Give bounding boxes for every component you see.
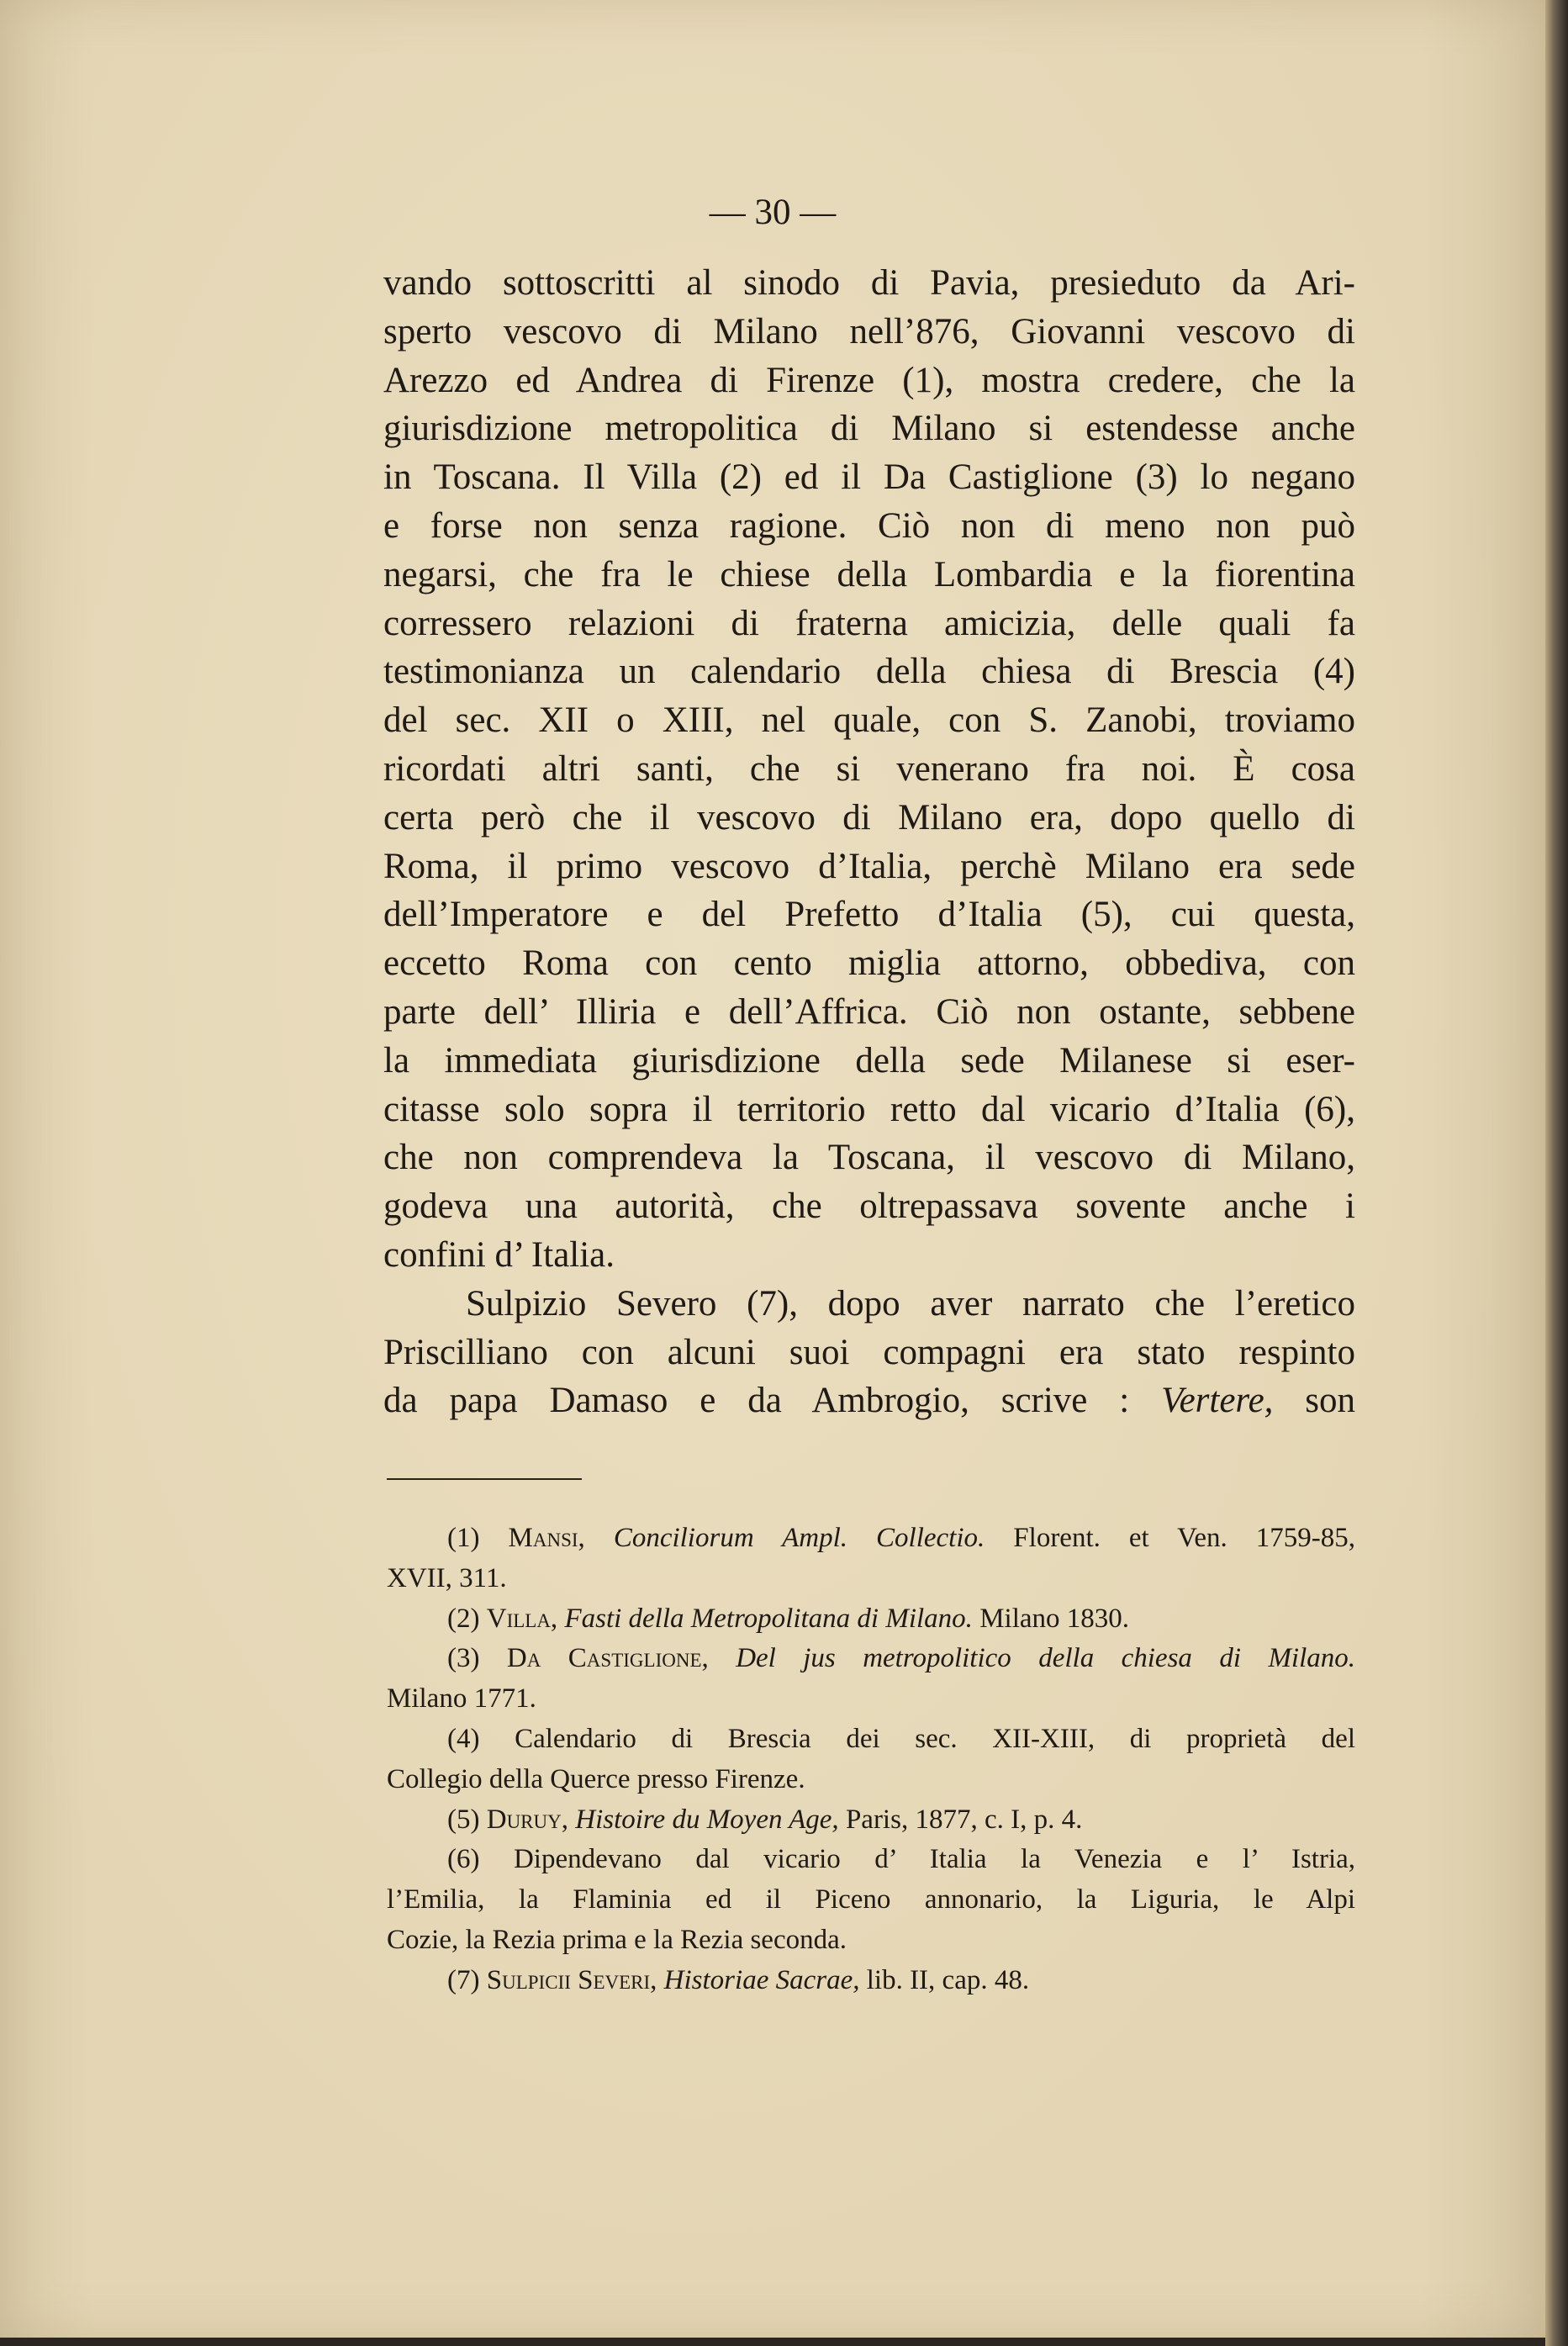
text-line: eccetto Roma con cento miglia attorno, obbediva, con [383, 943, 1355, 984]
text-line: godeva una autorità, che oltrepassava sovente anche i [383, 1186, 1355, 1227]
footnote-7 [387, 1961, 1355, 2001]
footnote-rest: Florent. et Ven. 1759-85, [1013, 1523, 1355, 1553]
footnote-1 [387, 1519, 1355, 1559]
footnote-author: Sulpicii Severi, [486, 1964, 657, 1995]
text-line-start: da papa Damaso e da Ambrogio, scrive : [383, 1381, 1130, 1421]
text-line: e forse non senza ragione. Ciò non di meno non può [383, 505, 1355, 546]
text-line: la immediata giurisdizione della sede Milanese si eser- [383, 1040, 1355, 1081]
footnote-author: Villa, [486, 1603, 558, 1634]
footnote-number: (1) [447, 1523, 480, 1553]
text-line: certa però che il vescovo di Milano era, dopo quello di [383, 797, 1355, 837]
footnote-5 [387, 1800, 1355, 1841]
page-number: — 30 — [709, 193, 837, 232]
footnote-title: Del jus metropolitico della chiesa di Milano. [736, 1643, 1356, 1674]
text-line: dell’Imperatore e del Prefetto d’Italia (5), cui questa, [383, 895, 1355, 935]
footnote-rest: lib. II, cap. 48. [866, 1964, 1030, 1995]
footnote-3 [387, 1639, 1355, 1679]
text-line: confini d’ Italia. [383, 1234, 615, 1275]
main-text [383, 259, 1355, 1425]
footnote-title: Fasti della Metropolitana di Milano. [564, 1603, 973, 1634]
footnote-6-cont: Cozie, la Rezia prima e la Rezia seconda. [387, 1924, 847, 1955]
text-line: ricordati altri santi, che si venerano fra noi. È cosa [383, 748, 1355, 789]
text-line: Priscilliano con alcuni suoi compagni era stato respinto [383, 1332, 1355, 1372]
footnote-title: Historiae Sacrae, [663, 1964, 860, 1995]
footnote-3-cont: Milano 1771. [387, 1683, 536, 1715]
text-line: Roma, il primo vescovo d’Italia, perchè Milano era sede [383, 846, 1355, 886]
text-line-final [383, 1376, 1355, 1425]
footnote-title: Histoire du Moyen Age, [575, 1804, 839, 1835]
footnote-rest: Paris, 1877, c. I, p. 4. [845, 1804, 1083, 1835]
text-line: sperto vescovo di Milano nell’876, Giovanni vescovo di [383, 311, 1355, 351]
footnotes [387, 1519, 1355, 2001]
footnote-number: (5) [447, 1804, 480, 1835]
text-line: corressero relazioni di fraterna amicizia, delle quali fa [383, 603, 1355, 643]
footnote-2 [387, 1599, 1355, 1640]
text-line: giurisdizione metropolitica di Milano si estendesse anche [383, 409, 1355, 449]
footnote-6-cont: l’Emilia, la Flaminia ed il Piceno annonario, la Liguria, le Alpi [387, 1884, 1355, 1915]
text-line: in Toscana. Il Villa (2) ed il Da Castiglione (3) lo negano [383, 457, 1355, 498]
footnote-separator [387, 1478, 582, 1480]
text-line: testimonianza un calendario della chiesa di Brescia (4) [383, 652, 1355, 692]
footnote-author: Mansi, [508, 1523, 585, 1553]
text-line: Sulpizio Severo (7), dopo aver narrato che l’eretico [466, 1283, 1355, 1324]
footnote-number: (4) [447, 1723, 480, 1754]
page-edge [1545, 0, 1568, 2346]
footnote-text: Calendario di Brescia dei sec. XII-XIII, di proprietà del [515, 1723, 1355, 1754]
text-line: che non comprendeva la Toscana, il vescovo di Milano, [383, 1138, 1355, 1178]
text-line: vando sottoscritti al sinodo di Pavia, presieduto da Ari- [383, 263, 1355, 303]
footnote-rest: Milano 1830. [979, 1603, 1130, 1634]
footnote-4-cont: Collegio della Querce presso Firenze. [387, 1763, 805, 1794]
italic-word: Vertere, [1161, 1381, 1274, 1421]
text-line: negarsi, che fra le chiese della Lombardia e la fiorentina [383, 554, 1355, 594]
footnote-author: Duruy, [486, 1804, 568, 1835]
footnote-number: (2) [447, 1603, 480, 1634]
footnote-1-cont: XVII, 311. [387, 1562, 507, 1593]
text-line: parte dell’ Illiria e dell’Affrica. Ciò non ostante, sebbene [383, 991, 1355, 1032]
footnote-title: Conciliorum Ampl. Collectio. [613, 1523, 985, 1553]
text-line: Arezzo ed Andrea di Firenze (1), mostra credere, che la [383, 360, 1355, 400]
text-line: del sec. XII o XIII, nel quale, con S. Zanobi, troviamo [383, 700, 1355, 741]
footnote-author: Da Castiglione, [506, 1643, 709, 1674]
footnote-4 [387, 1720, 1355, 1760]
footnote-number: (3) [447, 1643, 480, 1674]
footnote-text: Dipendevano dal vicario d’ Italia la Venezia e l’ Istria, [513, 1844, 1356, 1875]
footnote-number: (7) [447, 1964, 480, 1995]
text-line-end: son [1305, 1381, 1356, 1421]
footnote-6 [387, 1840, 1355, 1880]
footnote-number: (6) [447, 1844, 480, 1875]
text-line: citasse solo sopra il territorio retto dal vicario d’Italia (6), [383, 1089, 1355, 1129]
